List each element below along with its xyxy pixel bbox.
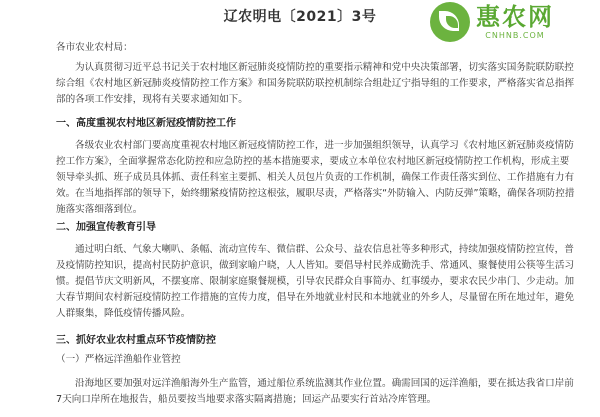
leaf-logo-icon [430, 2, 470, 42]
document-number: 辽农明电〔2021〕3号 [223, 9, 377, 25]
section-3-body: 沿海地区要加强对远洋渔船海外生产监管，通过船位系统监测其作业位置。确需回国的远洋渔船，要在抵达我省口岸前7天向口岸所在地报告，船员要按当地要求落实隔离措施；回运产品要实行首站冷库管理。 [56, 378, 574, 405]
watermark-title: 惠农网 [476, 2, 554, 31]
watermark-text [476, 2, 554, 40]
section-1-body: 各级农业农村部门要高度重视农村地区新冠疫情防控工作，进一步加强组织领导，认真学习《农村地区新冠肺炎疫情防控工作方案》，全面掌握常态化防控和应急防控的基本措施要求，要成立本单位农村地区新冠疫情防控工作机构，形成主要领导牵头抓、班子成员具体抓、责任科室主要抓、相关人员包片负责的工作机制，确保工作责任落实到位、工作措施有力有效。在当地指挥部的领导下，始终绷紧疫情防控这根弦，履职尽责，严格落实“外防输入、内防反弹”策略，确保各项防控措施落实落细落到位。 [56, 140, 575, 215]
salutation: 各市农业农村局： [56, 42, 133, 53]
watermark-subtitle: CNHNB.COM [485, 30, 545, 40]
intro-paragraph: 为认真贯彻习近平总书记关于农村地区新冠肺炎疫情防控的重要指示精神和党中央决策部署，切实落实国务院联防联控综合组《农村地区新冠肺炎疫情防控工作方案》和国务院联防联控机制综合组赴辽宁指导组的工作要求，严格落实省总指挥部的各项工作安排，现将有关要求通知如下。 [56, 62, 575, 105]
section-3-subheading: （一）严格远洋渔船作业管控 [56, 354, 181, 365]
section-1-heading: 一、高度重视农村地区新冠疫情防控工作 [56, 118, 236, 129]
cnhnb-watermark [430, 2, 600, 42]
section-2-body: 通过明白纸、气象大喇叭、条幅、流动宣传车、微信群、公众号、益农信息社等多种形式，持续加强疫情防控宣传，普及疫情防控知识，提高村民防护意识，做到家喻户晓，人人皆知。要倡导村民养成勤洗手、常通风、聚餐使用公筷等生活习惯。提倡节庆文明新风，不摆宴席、限制家庭聚餐规模，引导农民群众自事简办、红事缓办，要求农民少串门、少走动。加大春节期间农村新冠疫情防控工作措施的宣传力度，倡导在外地就业村民和本地就业的外乡人，尽量留在所在地过年，避免人群聚集，降低疫情传播风险。 [56, 244, 575, 319]
section-2-heading: 二、加强宣传教育引导 [56, 222, 156, 233]
section-3-heading: 三、抓好农业农村重点环节疫情防控 [56, 335, 216, 346]
